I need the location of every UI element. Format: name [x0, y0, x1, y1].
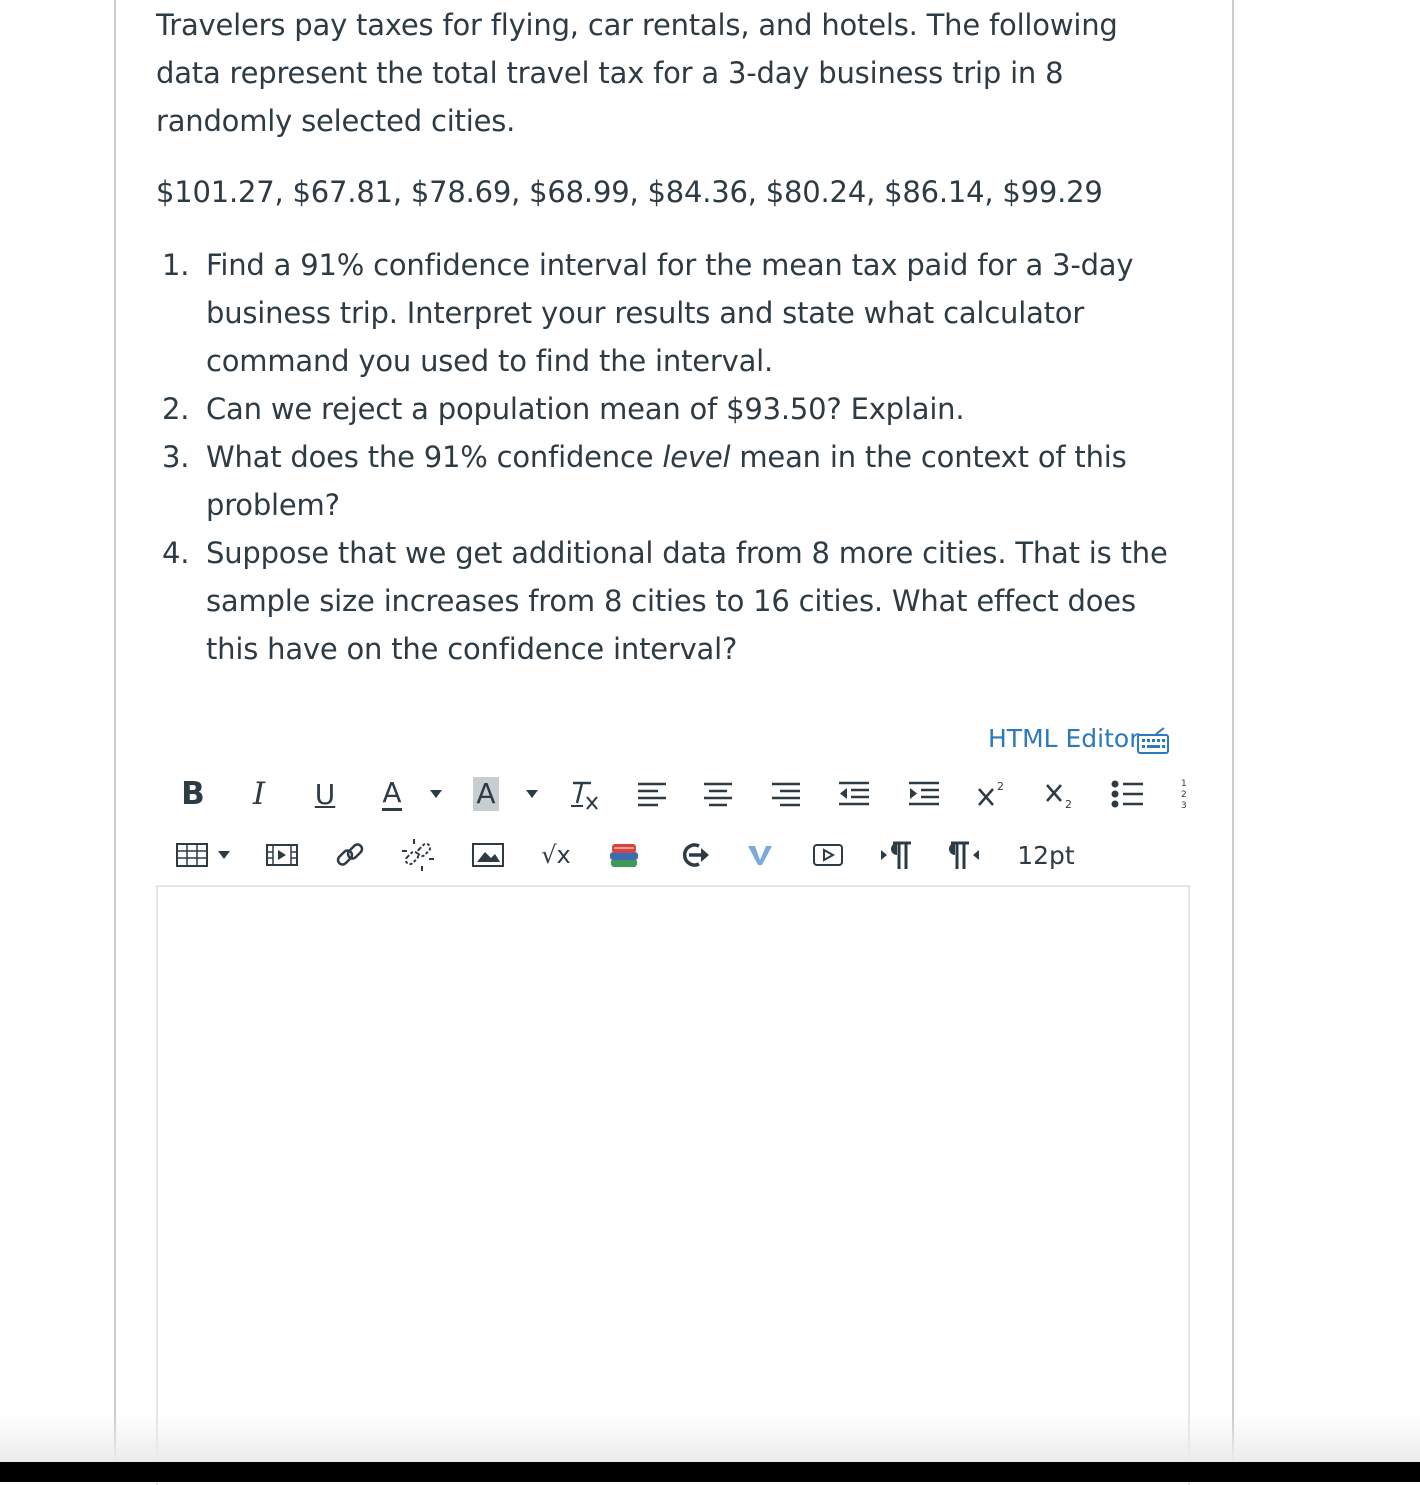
content-border-right — [1232, 0, 1234, 1462]
svg-text:1: 1 — [1181, 779, 1187, 789]
table-dropdown-icon[interactable] — [212, 833, 236, 877]
list-item-number: 2. — [162, 392, 190, 426]
question-intro: Travelers pay taxes for flying, car rentals, and hotels. The following data represent the total travel tax for a 3-day business trip in 8 randomly selected cities. — [156, 8, 1118, 138]
background-color-button[interactable] — [468, 772, 504, 816]
bold-button[interactable]: B — [181, 776, 205, 812]
align-right-icon[interactable] — [766, 772, 806, 816]
numbered-list-icon[interactable] — [1172, 772, 1196, 816]
html-editor-link[interactable]: HTML Editor — [988, 724, 1140, 753]
outdent-icon[interactable] — [834, 772, 874, 816]
media-icon[interactable] — [262, 833, 302, 877]
list-item-number: 3. — [162, 440, 190, 474]
font-size-select[interactable]: 12pt — [1017, 840, 1075, 870]
list-item — [156, 433, 1186, 529]
background-color-glyph: A — [473, 777, 498, 811]
math-equation-button[interactable]: √x — [541, 841, 571, 869]
question-values: $101.27, $67.81, $78.69, $68.99, $84.36, $80.24, $86.14, $99.29 — [156, 175, 1103, 209]
italic-button[interactable]: I — [252, 776, 266, 812]
align-center-icon[interactable] — [698, 772, 738, 816]
text-color-glyph: A — [382, 775, 402, 809]
keyboard-shortcuts-icon[interactable] — [1136, 726, 1170, 756]
content-border-left — [114, 0, 116, 1462]
bottom-edge-bar — [0, 1462, 1420, 1482]
text-color-button[interactable] — [372, 772, 412, 816]
superscript-icon[interactable] — [972, 772, 1012, 816]
align-left-icon[interactable] — [632, 772, 672, 816]
list-item-number: 4. — [162, 536, 190, 570]
link-icon[interactable] — [330, 833, 370, 877]
list-item-emphasis: level — [662, 440, 731, 474]
youtube-media-icon[interactable] — [808, 833, 848, 877]
background-color-dropdown-icon[interactable] — [520, 772, 544, 816]
indent-icon[interactable] — [904, 772, 944, 816]
list-item — [156, 385, 1186, 433]
svg-text:2: 2 — [997, 780, 1004, 793]
embed-redirect-icon[interactable] — [674, 833, 714, 877]
list-item — [156, 529, 1186, 673]
list-item-text: Find a 91% confidence interval for the mean tax paid for a 3-day business trip. Interpret your results and state what calculator command you used to find the interval. — [206, 248, 1134, 378]
svg-text:2: 2 — [1065, 798, 1072, 809]
table-icon[interactable] — [172, 833, 212, 877]
list-item-text: Suppose that we get additional data from 8 more cities. That is the sample size increases from 8 cities to 16 cities. What effect does this have on the confidence interval? — [206, 536, 1168, 666]
subscript-icon[interactable] — [1040, 772, 1080, 816]
question-list — [156, 241, 1186, 673]
ltr-paragraph-icon[interactable] — [876, 833, 916, 877]
unlink-icon[interactable] — [398, 833, 438, 877]
rich-text-editor-area[interactable] — [156, 885, 1190, 1485]
image-icon[interactable] — [468, 833, 508, 877]
svg-text:3: 3 — [1181, 801, 1187, 811]
list-item-text-after: mean in the context of this problem? — [206, 440, 1127, 522]
list-item — [156, 241, 1186, 385]
list-item-number: 1. — [162, 248, 190, 282]
underline-button[interactable]: U — [314, 777, 336, 811]
list-item-text: Can we reject a population mean of $93.50? Explain. — [206, 392, 965, 426]
svg-text:2: 2 — [1181, 790, 1187, 800]
vimeo-icon[interactable] — [740, 833, 780, 877]
rtl-paragraph-icon[interactable] — [944, 833, 984, 877]
list-item-text-before: What does the 91% confidence — [206, 440, 663, 474]
apps-books-icon[interactable] — [604, 833, 644, 877]
text-color-dropdown-icon[interactable] — [424, 772, 448, 816]
bulleted-list-icon[interactable] — [1108, 772, 1148, 816]
clear-formatting-icon[interactable] — [564, 772, 604, 816]
